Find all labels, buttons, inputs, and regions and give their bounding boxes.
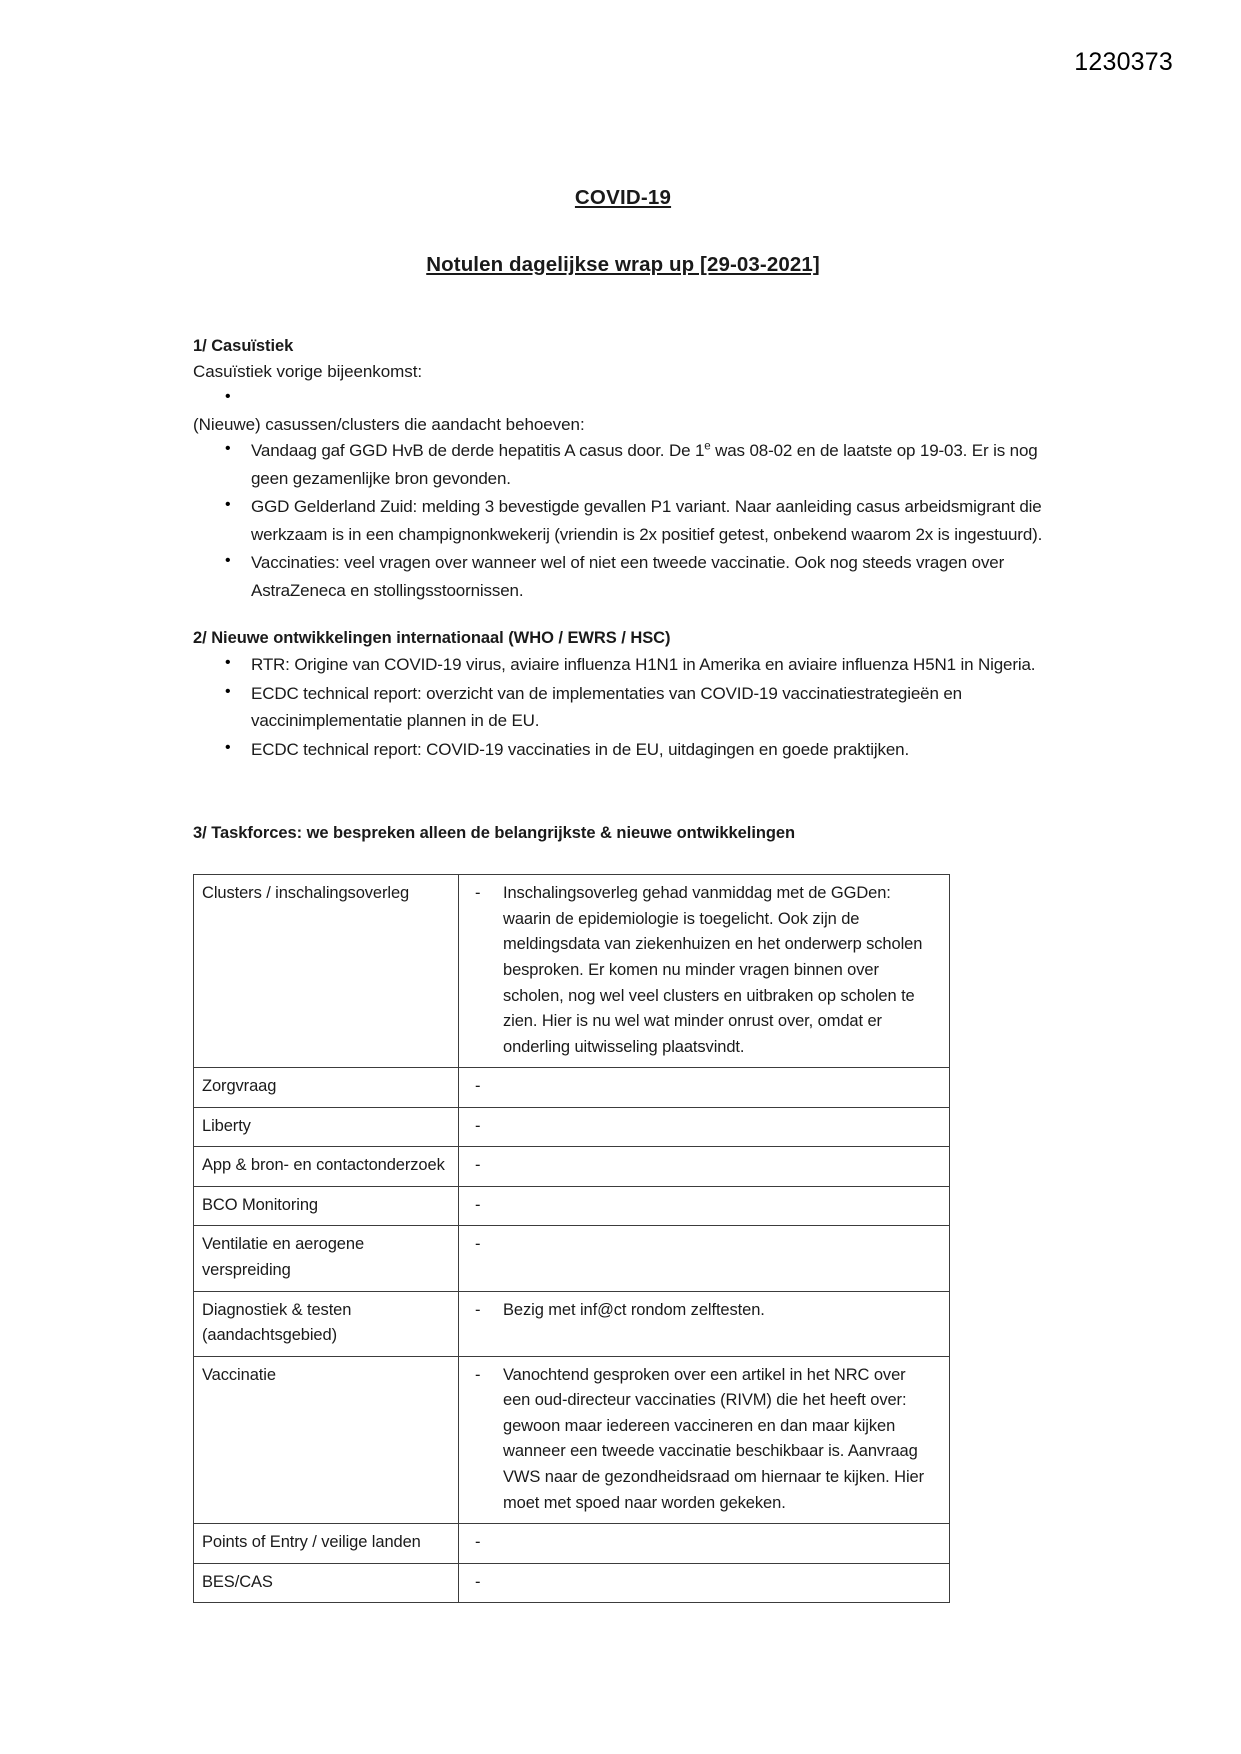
taskforce-value [459, 875, 950, 1068]
table-row [194, 1291, 950, 1356]
dash-marker: - [475, 1077, 481, 1096]
taskforce-label: Diagnostiek & testen (aandachtsgebied) [194, 1291, 459, 1356]
casuistiek-intro-previous: Casuïstiek vorige bijeenkomst: [193, 362, 423, 382]
taskforce-value-text: Vanochtend gesproken over een artikel in het NRC over een oud-directeur vaccinaties (RIVM) die het heeft over: gewoon maar iedereen vaccineren en dan maar kijken wanneer een tweede vaccinatie beschikbaar is. Aanvraag VWS naar de gezondheidsraad om hiernaar te kijken. Hier moet met spoed naar worden gekeken. [503, 1365, 924, 1512]
taskforce-label: Liberty [194, 1107, 459, 1147]
list-item [193, 385, 1053, 411]
table-row [194, 875, 950, 1068]
dash-marker: - [475, 1195, 481, 1214]
internationaal-bullets [193, 651, 1053, 763]
spacer [193, 605, 1053, 627]
table-row [194, 1563, 950, 1603]
table-row [194, 1107, 950, 1147]
list-item: • RTR: Origine van COVID-19 virus, aviaire influenza H1N1 in Amerika en aviaire influenza H5N1 in Nigeria. [193, 651, 1053, 679]
table-row [194, 1226, 950, 1291]
dash-marker: - [475, 1116, 481, 1135]
taskforce-label: Clusters / inschalingsoverleg [194, 875, 459, 1068]
taskforce-label: Vaccinatie [194, 1356, 459, 1523]
list-item: • ECDC technical report: overzicht van de implementaties van COVID-19 vaccinatiestrategieën en vaccinimplementatie plannen in de EU. [193, 680, 1053, 735]
taskforce-label: Points of Entry / veilige landen [194, 1524, 459, 1564]
section-casuistiek [193, 335, 1053, 604]
table-row [194, 1524, 950, 1564]
ordinal-superscript: e [704, 440, 711, 453]
dash-marker: - [475, 1300, 481, 1319]
dash-marker: - [475, 1235, 481, 1254]
spacer [193, 277, 1053, 335]
section-internationaal [193, 627, 1053, 763]
page-title: COVID-19 [574, 186, 672, 209]
taskforce-label: App & bron- en contactonderzoek [194, 1147, 459, 1187]
bullet-text-part-before: Vandaag gaf GGD HvB de derde hepatitis A casus door. De 1 [251, 441, 705, 461]
bullet-text-part-after: was 08-02 en de laatste op 19-03. Er is nog geen gezamenlijke bron gevonden. [251, 441, 1038, 488]
table-row [194, 1356, 950, 1523]
taskforce-table [193, 874, 950, 1603]
page-subtitle: Notulen dagelijkse wrap up [29-03-2021] [426, 252, 820, 276]
document-number: 1230373 [1074, 48, 1173, 76]
taskforce-value [459, 1226, 950, 1291]
table-row [194, 1147, 950, 1187]
table-row [194, 1068, 950, 1108]
section-heading-internationaal: 2/ Nieuwe ontwikkelingen internationaal (WHO / EWRS / HSC) [193, 629, 671, 648]
taskforce-value [459, 1563, 950, 1603]
taskforce-label: BCO Monitoring [194, 1186, 459, 1226]
list-item [193, 437, 1053, 492]
taskforce-value [459, 1186, 950, 1226]
title-block [193, 186, 1053, 277]
taskforce-value [459, 1147, 950, 1187]
dash-marker: - [475, 884, 481, 903]
casuistiek-previous-bullets [193, 385, 1053, 411]
taskforce-value [459, 1356, 950, 1523]
table-row [194, 1186, 950, 1226]
taskforce-value [459, 1291, 950, 1356]
list-item: • Vaccinaties: veel vragen over wanneer wel of niet een tweede vaccinatie. Ook nog steeds vragen over AstraZeneca en stollingsstoornissen. [193, 549, 1053, 604]
list-item: • ECDC technical report: COVID-19 vaccinaties in de EU, uitdagingen en goede praktijken. [193, 736, 1053, 764]
taskforce-value-text: Bezig met inf@ct rondom zelftesten. [503, 1300, 765, 1319]
section-heading-taskforces: 3/ Taskforces: we bespreken alleen de belangrijkste & nieuwe ontwikkelingen [193, 824, 796, 843]
section-heading-casuistiek: 1/ Casuïstiek [193, 337, 294, 356]
taskforce-label: BES/CAS [194, 1563, 459, 1603]
casuistiek-new-bullets [193, 437, 1053, 604]
taskforce-value [459, 1524, 950, 1564]
document-body [193, 186, 1053, 1603]
dash-marker: - [475, 1156, 481, 1175]
spacer [193, 764, 1053, 822]
taskforce-value-text: Inschalingsoverleg gehad vanmiddag met de GGDen: waarin de epidemiologie is toegelicht. Ook zijn de meldingsdata van ziekenhuizen en het onderwerp scholen besproken. Er komen nu minder vragen binnen over scholen, nog wel veel clusters en uitbraken op scholen te zien. Hier is nu wel wat minder onrust over, omdat er onderling uitwisseling plaatsvindt. [503, 884, 923, 1056]
dash-marker: - [475, 1365, 481, 1384]
section-taskforces [193, 822, 1053, 1603]
dash-marker: - [475, 1533, 481, 1552]
list-item: • GGD Gelderland Zuid: melding 3 bevestigde gevallen P1 variant. Naar aanleiding casus arbeidsmigrant die werkzaam is in een champignonkwekerij (vriendin is 2x positief getest, onbekend waarom 2x is ingestuurd). [193, 493, 1053, 548]
taskforce-value [459, 1107, 950, 1147]
dash-marker: - [475, 1572, 481, 1591]
casuistiek-intro-new: (Nieuwe) casussen/clusters die aandacht behoeven: [193, 414, 585, 434]
taskforce-label: Ventilatie en aerogene verspreiding [194, 1226, 459, 1291]
taskforce-label: Zorgvraag [194, 1068, 459, 1108]
taskforce-value [459, 1068, 950, 1108]
